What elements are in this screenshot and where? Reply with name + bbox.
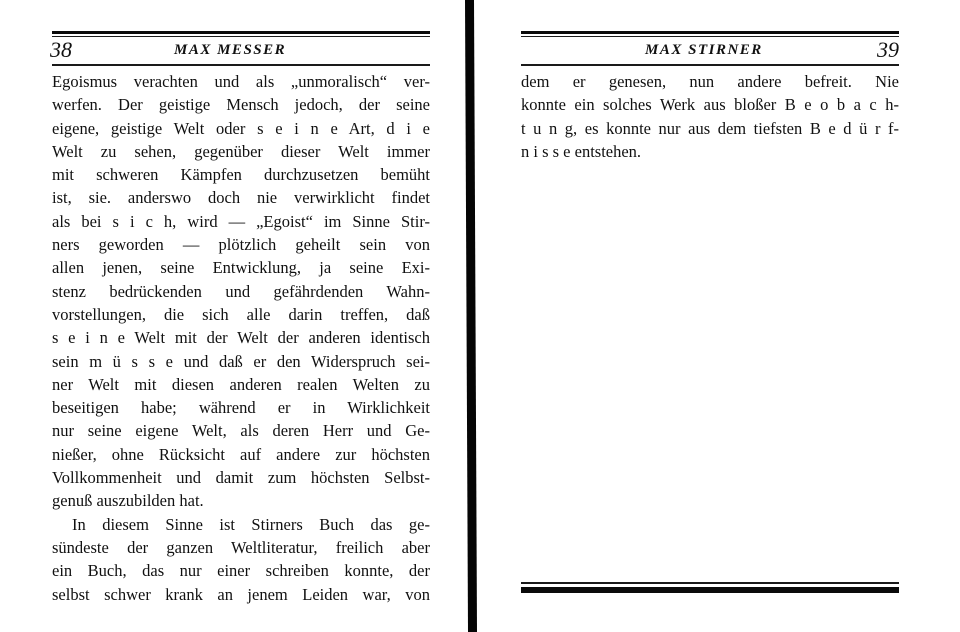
text-line: mit schweren Kämpfen durchzusetzen bemüht bbox=[52, 165, 430, 185]
text-line: als bei s i c h, wird — „Egoist“ im Sinne Stir- bbox=[52, 211, 430, 231]
text-line: Welt zu sehen, gegenüber dieser Welt immer bbox=[52, 141, 430, 161]
text-line: stenz bedrückenden und gefährdenden Wahn- bbox=[52, 281, 430, 301]
page-number: 38 bbox=[50, 37, 72, 62]
book-gutter-line bbox=[463, 0, 477, 632]
text-line: nießer, ohne Rücksicht auf andere zur höchsten bbox=[52, 444, 430, 464]
header-rule-top bbox=[521, 31, 899, 34]
text-line: beseitigen habe; während er in Wirklichkeit bbox=[52, 398, 430, 418]
text-line: werfen. Der geistige Mensch jedoch, der seine bbox=[52, 95, 430, 115]
header-rule-bottom bbox=[52, 64, 430, 66]
header-rule-bottom bbox=[521, 64, 899, 66]
running-head bbox=[521, 37, 899, 63]
text-line: konnte ein solches Werk aus bloßer B e o b a c h- bbox=[521, 95, 899, 115]
right-page bbox=[521, 0, 899, 632]
paragraph-start-line: In diesem Sinne ist Stirners Buch das ge- bbox=[72, 514, 430, 534]
text-line: sein m ü s s e und daß er den Widerspruch sei- bbox=[52, 351, 430, 371]
text-line: selbst schwer krank an jenem Leiden war, von bbox=[52, 584, 430, 604]
body-text bbox=[52, 70, 430, 606]
footer-rule-thin bbox=[521, 582, 899, 584]
text-line: n i s s e entstehen. bbox=[521, 141, 642, 161]
running-head-title: MAX STIRNER bbox=[645, 42, 763, 58]
text-line: Vollkommenheit und damit zum höchsten Selbst- bbox=[52, 468, 430, 488]
running-head-title: MAX MESSER bbox=[174, 42, 287, 58]
text-line: Egoismus verachten und als „unmoralisch“ ver- bbox=[52, 72, 430, 91]
page-number: 39 bbox=[877, 37, 899, 62]
text-line: t u n g, es konnte nur aus dem tiefsten B e d ü r f- bbox=[521, 118, 899, 138]
text-line: genuß auszubilden hat. bbox=[52, 491, 204, 511]
text-line: s e i n e Welt mit der Welt der anderen identisch bbox=[52, 328, 430, 348]
text-line: allen jenen, seine Entwicklung, ja seine Exi- bbox=[52, 258, 430, 278]
text-line: ner Welt mit diesen anderen realen Welten zu bbox=[52, 374, 430, 394]
text-line: vorstellungen, die sich alle darin treffen, daß bbox=[52, 304, 430, 324]
text-line: ners geworden — plötzlich geheilt sein von bbox=[52, 235, 430, 255]
body-text bbox=[521, 70, 899, 163]
text-line: sündeste der ganzen Weltliteratur, freilich aber bbox=[52, 537, 430, 557]
footer-rule-thick bbox=[521, 587, 899, 593]
text-line: eigene, geistige Welt oder s e i n e Art, d i e bbox=[52, 118, 430, 138]
running-head bbox=[52, 37, 430, 63]
text-line: dem er genesen, nun andere befreit. Nie bbox=[521, 72, 899, 91]
text-line: ist, sie. anderswo doch nie verwirklicht findet bbox=[52, 188, 430, 208]
left-page bbox=[52, 0, 430, 632]
text-line: ein Buch, das nur einer schreiben konnte, der bbox=[52, 561, 430, 581]
text-line: nur seine eigene Welt, als deren Herr und Ge- bbox=[52, 421, 430, 441]
header-rule-top bbox=[52, 31, 430, 34]
